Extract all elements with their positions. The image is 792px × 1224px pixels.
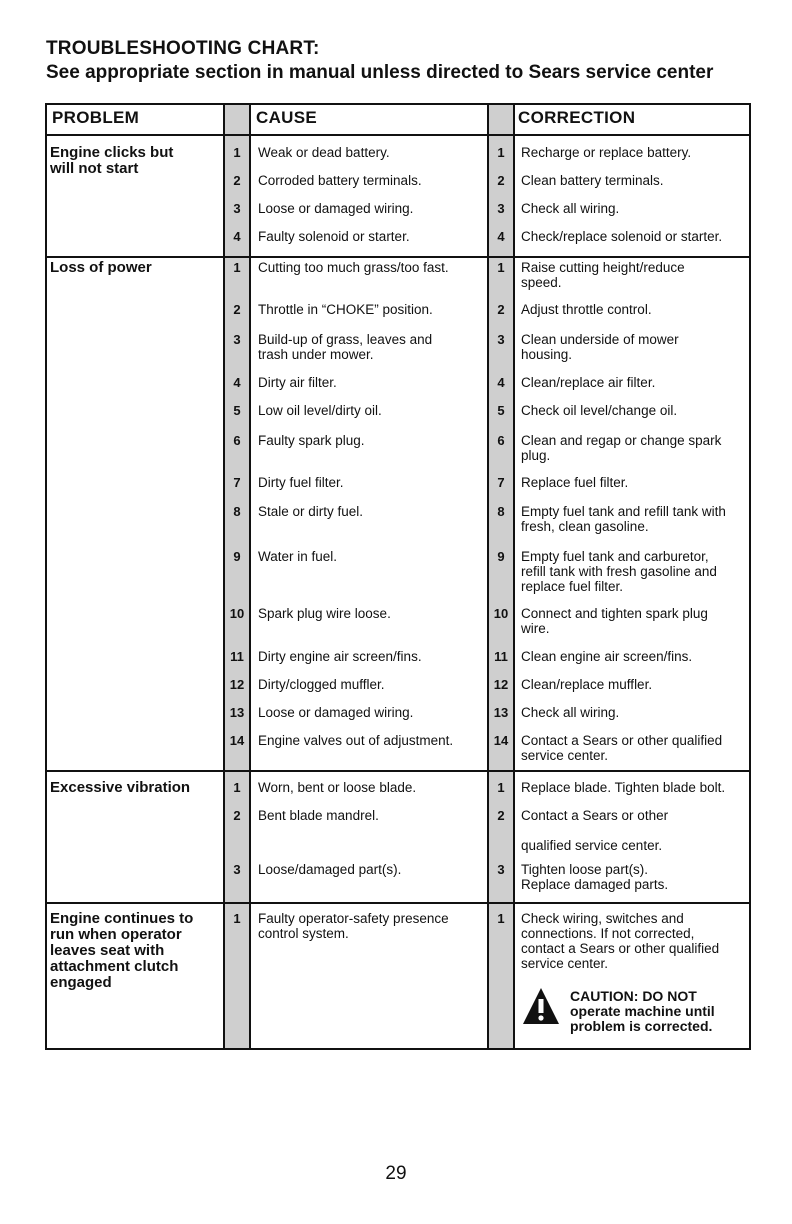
correction-number: 4	[497, 229, 505, 244]
correction-cell	[521, 201, 751, 216]
cause-number: 9	[233, 549, 241, 564]
correction-cell-line: Replace fuel filter.	[521, 475, 629, 490]
correction-cell-line: Empty fuel tank and carburetor,	[521, 549, 709, 564]
header-divider	[47, 134, 749, 136]
correction-number-column	[489, 105, 513, 1048]
cause-number: 4	[233, 375, 241, 390]
cause-cell	[258, 649, 484, 664]
cause-number: 1	[233, 780, 241, 795]
warning-triangle-icon	[521, 986, 561, 1028]
cause-cell-line: Loose or damaged wiring.	[258, 705, 414, 720]
correction-cell-line	[521, 823, 751, 838]
cause-cell-line: trash under mower.	[258, 347, 374, 362]
cause-number: 11	[230, 649, 244, 664]
cause-cell	[258, 808, 484, 823]
cause-cell	[258, 677, 484, 692]
cause-cell-line: Loose or damaged wiring.	[258, 201, 414, 216]
correction-number: 3	[497, 332, 505, 347]
caution-notice	[521, 986, 751, 1036]
cause-cell	[258, 302, 484, 317]
correction-cell-line: service center.	[521, 956, 609, 971]
cause-cell-line: control system.	[258, 926, 349, 941]
problem-cell-line: engaged	[50, 974, 112, 991]
caution-text	[570, 989, 715, 1034]
problem-cell	[50, 780, 220, 796]
correction-cell-line: Clean engine air screen/fins.	[521, 649, 693, 664]
correction-number: 11	[494, 649, 508, 664]
correction-number: 1	[497, 145, 505, 160]
cause-cell	[258, 504, 484, 519]
correction-cell	[521, 649, 751, 664]
row-divider	[47, 902, 749, 904]
page-subtitle: See appropriate section in manual unless directed to Sears service center	[46, 62, 714, 83]
cause-number: 1	[233, 260, 241, 275]
cause-number: 10	[229, 606, 245, 621]
correction-cell-line: connections. If not corrected,	[521, 926, 695, 941]
correction-cell	[521, 403, 751, 418]
correction-cell	[521, 229, 751, 244]
cause-number: 3	[233, 862, 241, 877]
page-title: TROUBLESHOOTING CHART:	[46, 38, 320, 59]
correction-cell-line: Clean battery terminals.	[521, 173, 664, 188]
cause-number: 8	[233, 504, 241, 519]
cause-cell	[258, 332, 484, 362]
correction-number: 14	[493, 733, 509, 748]
column-divider	[487, 105, 489, 1048]
header-correction: CORRECTION	[518, 108, 636, 127]
problem-cell-line: Engine continues to	[50, 910, 194, 927]
correction-cell-line: Clean and regap or change spark	[521, 433, 722, 448]
cause-cell	[258, 705, 484, 720]
problem-cell-line: Loss of power	[50, 259, 152, 276]
correction-cell-line: contact a Sears or other qualified	[521, 941, 720, 956]
correction-cell	[521, 606, 751, 636]
correction-cell-line: service center.	[521, 748, 609, 763]
cause-cell-line: Dirty/clogged muffler.	[258, 677, 385, 692]
cause-number: 3	[233, 332, 241, 347]
cause-number: 3	[233, 201, 241, 216]
cause-cell	[258, 229, 484, 244]
cause-cell	[258, 862, 484, 877]
correction-cell	[521, 475, 751, 490]
correction-cell-line: Clean/replace muffler.	[521, 677, 653, 692]
correction-cell	[521, 302, 751, 317]
cause-cell-line: Weak or dead battery.	[258, 145, 390, 160]
cause-cell-line: Spark plug wire loose.	[258, 606, 391, 621]
cause-cell-line: Faulty spark plug.	[258, 433, 365, 448]
correction-number: 9	[497, 549, 505, 564]
cause-number: 1	[233, 911, 241, 926]
cause-cell	[258, 780, 484, 795]
correction-cell-line: Replace damaged parts.	[521, 877, 669, 892]
header-problem: PROBLEM	[52, 108, 140, 127]
cause-number: 2	[233, 302, 241, 317]
correction-cell	[521, 145, 751, 160]
cause-number: 6	[233, 433, 241, 448]
cause-cell-line: Dirty fuel filter.	[258, 475, 344, 490]
correction-cell-line: replace fuel filter.	[521, 579, 624, 594]
cause-number: 2	[233, 173, 241, 188]
correction-number: 2	[497, 173, 505, 188]
problem-cell-line: will not start	[50, 160, 139, 177]
problem-cell	[50, 260, 220, 276]
correction-number: 13	[493, 705, 509, 720]
cause-cell-line: Worn, bent or loose blade.	[258, 780, 417, 795]
caution-line: problem is corrected.	[570, 1018, 713, 1034]
correction-cell-line: Check/replace solenoid or starter.	[521, 229, 723, 244]
correction-cell	[521, 375, 751, 390]
problem-cell	[50, 911, 220, 991]
header-cause: CAUSE	[256, 108, 318, 127]
cause-cell-line: Engine valves out of adjustment.	[258, 733, 454, 748]
cause-cell-line: Low oil level/dirty oil.	[258, 403, 382, 418]
cause-cell	[258, 475, 484, 490]
cause-cell	[258, 733, 484, 748]
correction-number: 5	[497, 403, 505, 418]
problem-cell-line: Excessive vibration	[50, 779, 191, 796]
cause-cell-line: Corroded battery terminals.	[258, 173, 422, 188]
correction-cell	[521, 808, 751, 853]
correction-cell-line: Contact a Sears or other	[521, 808, 669, 823]
correction-cell	[521, 911, 751, 971]
correction-cell	[521, 733, 751, 763]
correction-cell-line: Raise cutting height/reduce	[521, 260, 685, 275]
cause-number: 14	[229, 733, 245, 748]
correction-cell-line: Clean/replace air filter.	[521, 375, 656, 390]
cause-cell	[258, 201, 484, 216]
row-divider	[47, 770, 749, 772]
problem-cell	[50, 145, 220, 177]
correction-cell-line: Clean underside of mower	[521, 332, 679, 347]
correction-cell-line: Check all wiring.	[521, 705, 620, 720]
correction-cell-line: Check oil level/change oil.	[521, 403, 678, 418]
page-number: 29	[385, 1163, 407, 1184]
row-divider	[47, 256, 749, 258]
correction-cell-line: fresh, clean gasoline.	[521, 519, 649, 534]
correction-cell	[521, 260, 751, 290]
correction-cell	[521, 862, 751, 892]
cause-cell-line: Cutting too much grass/too fast.	[258, 260, 449, 275]
cause-cell	[258, 403, 484, 418]
cause-number: 13	[229, 705, 245, 720]
correction-cell	[521, 780, 751, 795]
correction-number: 6	[497, 433, 505, 448]
cause-number-column	[225, 105, 249, 1048]
cause-cell-line: Faulty operator-safety presence	[258, 911, 449, 926]
correction-cell-line: Check wiring, switches and	[521, 911, 684, 926]
cause-cell-line: Stale or dirty fuel.	[258, 504, 364, 519]
cause-number: 12	[229, 677, 245, 692]
cause-number: 1	[233, 145, 241, 160]
correction-cell-line: Adjust throttle control.	[521, 302, 652, 317]
correction-cell	[521, 332, 751, 362]
correction-number: 1	[497, 780, 505, 795]
correction-cell	[521, 677, 751, 692]
correction-number: 1	[497, 260, 505, 275]
cause-cell-line: Build-up of grass, leaves and	[258, 332, 433, 347]
cause-cell	[258, 173, 484, 188]
correction-cell-line: housing.	[521, 347, 573, 362]
caution-line: CAUTION: DO NOT	[570, 988, 697, 1004]
cause-number: 4	[233, 229, 241, 244]
correction-cell-line: refill tank with fresh gasoline and	[521, 564, 717, 579]
correction-cell-line: wire.	[521, 621, 550, 636]
correction-cell	[521, 549, 751, 594]
cause-cell	[258, 549, 484, 564]
cause-cell	[258, 145, 484, 160]
cause-cell-line: Water in fuel.	[258, 549, 338, 564]
correction-cell	[521, 433, 751, 463]
column-divider	[223, 105, 225, 1048]
correction-number: 8	[497, 504, 505, 519]
correction-cell-line: Check all wiring.	[521, 201, 620, 216]
correction-number: 7	[497, 475, 505, 490]
cause-cell-line: Dirty air filter.	[258, 375, 337, 390]
correction-cell-line: plug.	[521, 448, 551, 463]
cause-cell	[258, 433, 484, 448]
troubleshooting-chart	[45, 103, 751, 1050]
correction-cell-line: Empty fuel tank and refill tank with	[521, 504, 726, 519]
caution-line: operate machine until	[570, 1003, 715, 1019]
correction-number: 3	[497, 201, 505, 216]
correction-cell-line: Tighten loose part(s).	[521, 862, 649, 877]
correction-number: 2	[497, 808, 505, 823]
correction-number: 10	[493, 606, 509, 621]
correction-number: 4	[497, 375, 505, 390]
cause-cell-line: Loose/damaged part(s).	[258, 862, 402, 877]
cause-cell	[258, 606, 484, 621]
problem-cell-line: run when operator	[50, 926, 182, 943]
cause-number: 5	[233, 403, 241, 418]
correction-number: 2	[497, 302, 505, 317]
cause-cell	[258, 260, 484, 275]
column-divider	[249, 105, 251, 1048]
correction-cell	[521, 504, 751, 534]
cause-number: 2	[233, 808, 241, 823]
correction-cell-line: qualified service center.	[521, 838, 663, 853]
correction-cell-line: Recharge or replace battery.	[521, 145, 692, 160]
cause-number: 7	[233, 475, 241, 490]
correction-cell	[521, 173, 751, 188]
cause-cell-line: Faulty solenoid or starter.	[258, 229, 410, 244]
correction-cell-line: speed.	[521, 275, 562, 290]
cause-cell	[258, 375, 484, 390]
correction-cell	[521, 705, 751, 720]
problem-cell-line: attachment clutch	[50, 958, 179, 975]
cause-cell-line: Bent blade mandrel.	[258, 808, 379, 823]
cause-cell	[258, 911, 484, 941]
correction-cell-line: Connect and tighten spark plug	[521, 606, 708, 621]
correction-number: 12	[493, 677, 509, 692]
correction-cell-line: Replace blade. Tighten blade bolt.	[521, 780, 726, 795]
cause-cell-line: Dirty engine air screen/fins.	[258, 649, 422, 664]
column-divider	[513, 105, 515, 1048]
correction-number: 3	[497, 862, 505, 877]
correction-number: 1	[497, 911, 505, 926]
problem-cell-line: leaves seat with	[50, 942, 165, 959]
correction-cell-line: Contact a Sears or other qualified	[521, 733, 723, 748]
problem-cell-line: Engine clicks but	[50, 144, 174, 161]
cause-cell-line: Throttle in “CHOKE” position.	[258, 302, 433, 317]
